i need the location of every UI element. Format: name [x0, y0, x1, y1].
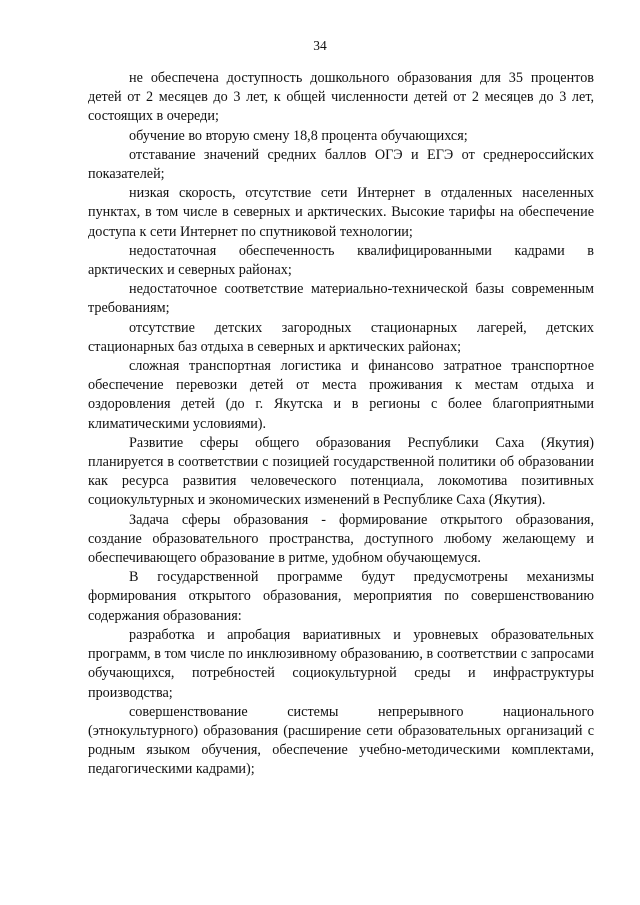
- paragraph-development-policy: Развитие сферы общего образования Республики Саха (Якутия) планируется в соответствии с позицией государственной политики об образовании как ресурса развития человеческого потенциала, локомотива позитивных социокультурных и экономических изменений в Республике Саха (Якутия).: [88, 434, 594, 509]
- paragraph-preschool-access: не обеспечена доступность дошкольного образования для 35 процентов детей от 2 месяцев до 3 лет, к общей численности детей от 2 месяцев до 3 лет, состоящих в очереди;: [88, 70, 594, 125]
- page-number: 34: [313, 38, 327, 53]
- body-text: [88, 69, 594, 780]
- paragraph-transport: сложная транспортная логистика и финансово затратное транспортное обеспечение перевозки детей от места проживания к местам отдыха и оздоровления детей (до г. Якутска и в регионы с более благоприятными климатическими условиями).: [88, 358, 594, 432]
- paragraph-exam-scores: отставание значений средних баллов ОГЭ и ЕГЭ от среднероссийских показателей;: [88, 146, 594, 183]
- paragraph-camps: отсутствие детских загородных стационарных лагерей, детских стационарных баз отдыха в северных и арктических районах;: [88, 319, 594, 355]
- paragraph-program-mechanisms: В государственной программе будут предусмотрены механизмы формирования открытого образования, мероприятия по совершенствованию содержания образования:: [88, 569, 594, 624]
- paragraph-staffing: недостаточная обеспеченность квалифицированными кадрами в арктических и северных районах;: [88, 242, 594, 279]
- paragraph-open-education-task: Задача сферы образования - формирование открытого образования, создание образовательного пространства, доступного любому желающему и обеспечивающего образование в ритме, удобном обучающемуся.: [88, 511, 594, 567]
- paragraph-national-education: совершенствование системы непрерывного национального (этнокультурного) образования (расширение сети образовательных организаций с родным языком обучения, обеспечение учебно-методическими комплектами, педагогическими кадрами);: [88, 703, 594, 778]
- paragraph-programs-development: разработка и апробация вариативных и уровневых образовательных программ, в том числе по инклюзивному образованию, в соответствии с запросами обучающихся, потребностей социокультурной среды и инфраструктуры производства;: [88, 626, 594, 701]
- paragraph-internet: низкая скорость, отсутствие сети Интернет в отдаленных населенных пунктах, в том числе в северных и арктических. Высокие тарифы на обеспечение доступа к сети Интернет по спутниковой технологии;: [88, 185, 594, 240]
- paragraph-second-shift: обучение во вторую смену 18,8 процента обучающихся;: [129, 127, 468, 144]
- paragraph-facilities: недостаточное соответствие материально-технической базы современным требованиям;: [88, 281, 594, 317]
